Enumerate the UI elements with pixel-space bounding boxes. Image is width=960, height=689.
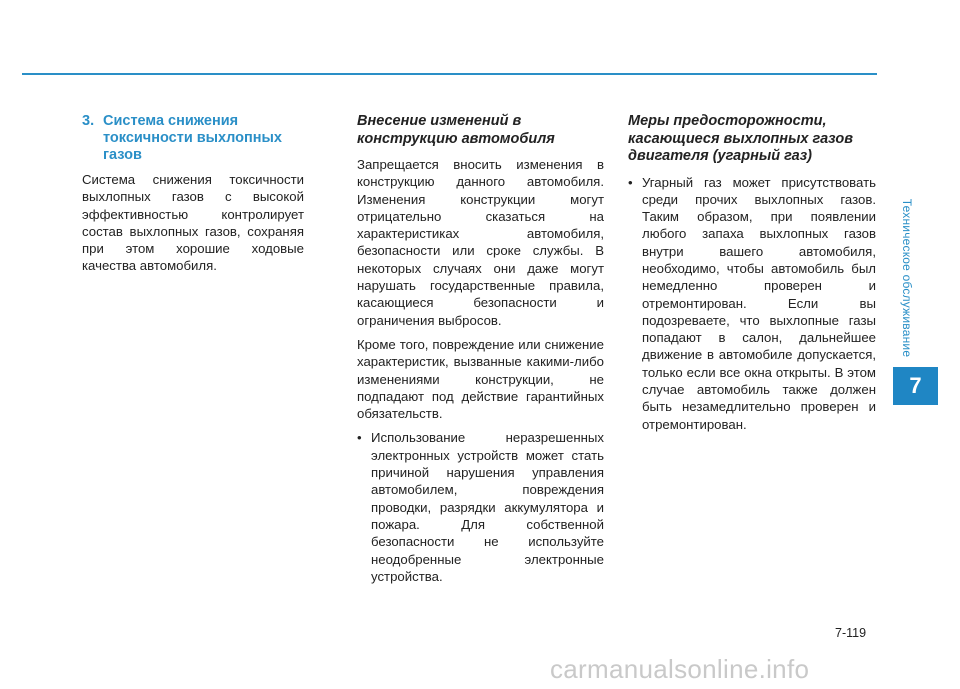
chapter-title: Техническое обслуживание [900,198,915,357]
watermark: carmanualsonline.info [550,654,810,684]
modifications-bullet [357,429,604,585]
top-rule [22,73,877,75]
section-heading [82,113,304,164]
column-2 [357,113,604,585]
modifications-paragraph-1: Запрещается вносить изменения в конструкцию данного автомобиля. Изменения конструкции могут отрицательно сказаться на характеристиках автомобиля, безопасности или сроке службы. В некоторых случаях они даже могут нарушать государственные правила, касающиеся безопасности и ограничения выбросов. [357,157,604,328]
modifications-paragraph-2: Кроме того, повреждение или снижение характеристик, вызванные какими-либо изменениями конструкции, не подпадают под действие гарантийных обязательств. [357,336,604,422]
chapter-number-tab: 7 [893,367,938,405]
section-paragraph: Система снижения токсичности выхлопных газов с высокой эффективностью контролирует состав выхлопных газов, сохраняя при этом хорошие ходовые качества автомобиля. [82,172,304,274]
page-number: 7-119 [835,626,867,640]
bullet-symbol: • [357,430,362,446]
exhaust-warning-bullet [628,174,876,433]
column-1 [82,113,304,282]
section-title: Система снижения токсичности выхлопных газов [103,113,282,163]
chapter-side-label [894,190,920,365]
column-3 [628,113,876,433]
section-number: 3. [82,113,95,129]
bullet-text: Угарный газ может присутствовать среди прочих выхлопных газов. Таким образом, при появлении любого запаха выхлопных газов внутри вашего автомобиля, необходимо, чтобы автомобиль был немедленно проверен и отремонтирован. Если вы подозреваете, что выхлопные газы попадают в салон, дальнейшее движение в автомобиле допускается, только если все окна открыты. В этом случае автомобиль также должен быть незамедлительно проверен и отремонтирован. [642,174,876,432]
bullet-text: Использование неразрешенных электронных устройств может стать причиной нарушения управления автомобилем, повреждения проводки, разрядки аккумулятора и пожара. Для собственной безопасности не используйте неодобренные электронные устройства. [371,430,604,584]
exhaust-warning-heading: Меры предосторожности, касающиеся выхлопных газов двигателя (угарный газ) [628,113,853,164]
modifications-heading: Внесение изменений в конструкцию автомобиля [357,113,555,147]
bullet-symbol: • [628,174,633,190]
